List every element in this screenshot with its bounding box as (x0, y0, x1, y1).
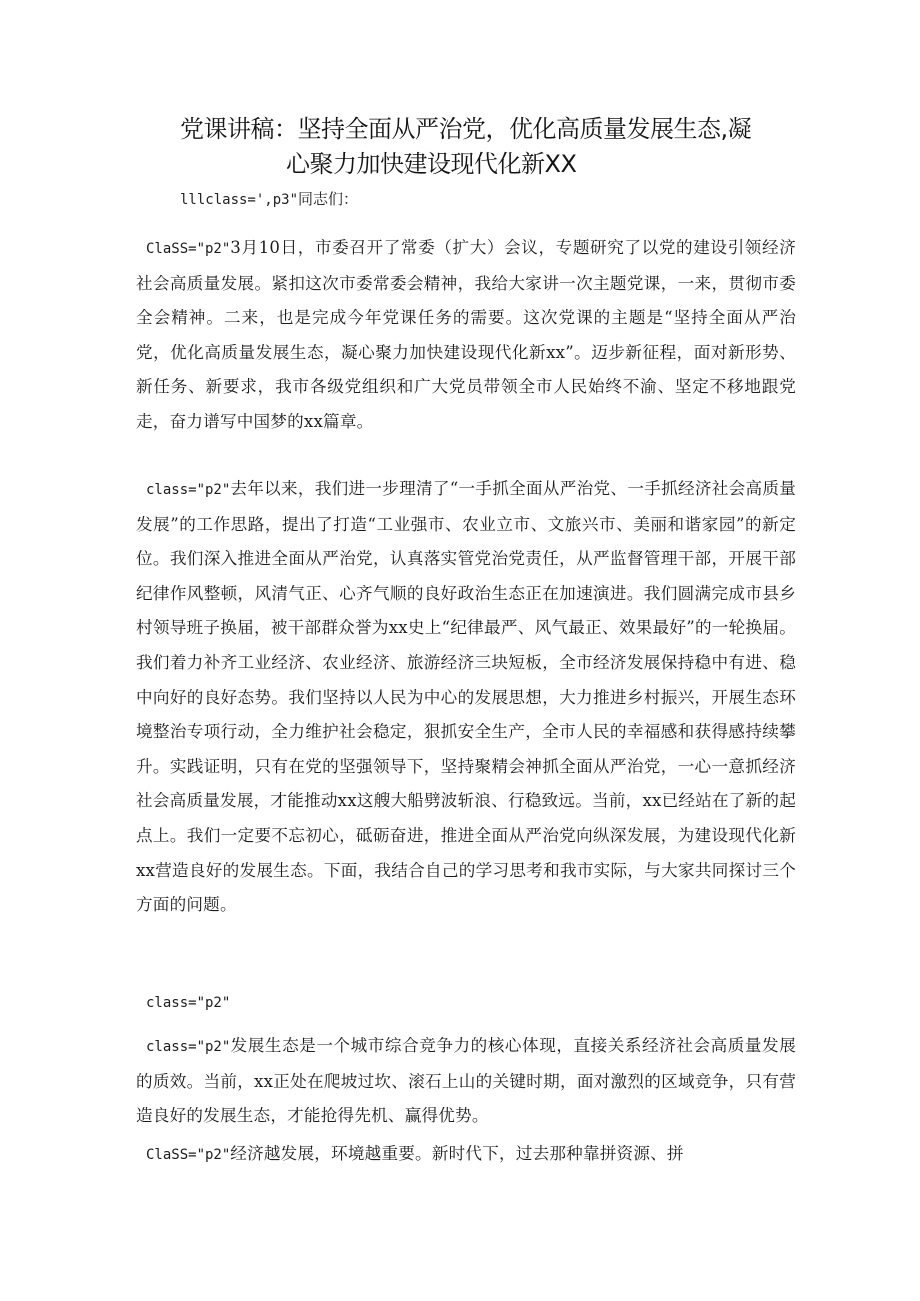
paragraph-3 (136, 985, 796, 1021)
paragraph-1-text: 3月10日，市委召开了常委（扩大）会议，专题研究了以党的建设引领经济社会高质量发展。紧扣这次市委常委会精神，我给大家讲一次主题党课，一来，贯彻市委全会精神。二来，也是完成今年党课任务的需要。这次党课的主题是“坚持全面从严治党，优化高质量发展生态，凝心聚力加快建设现代化新xx”。迈步新征程，面对新形势、新任务、新要求，我市各级党组织和广大党员带领全市人民始终不渝、坚定不移地跟党走，奋力谱写中国梦的xx篇章。 (136, 238, 796, 431)
paragraph-3-markup: class="p2" (146, 995, 231, 1011)
paragraph-4 (136, 1029, 796, 1134)
document-title (180, 112, 800, 182)
paragraph-5-text: 经济越发展，环境越重要。新时代下，过去那种靠拼资源、拼 (230, 1144, 684, 1163)
greeting-text: 同志们： (298, 190, 359, 208)
paragraph-5 (136, 1137, 796, 1173)
paragraph-5-markup: ClaSS="p2" (146, 1147, 231, 1163)
paragraph-4-markup: class="p2" (146, 1039, 231, 1055)
paragraph-1 (136, 231, 796, 440)
paragraph-2-markup: class="p2" (146, 482, 231, 498)
paragraph-1-markup: ClaSS="p2" (146, 241, 231, 257)
greeting (180, 188, 358, 211)
title-line-2: 心聚力加快建设现代化新XX (286, 150, 577, 178)
paragraph-2-text: 去年以来，我们进一步理清了“一手抓全面从严治党、一手抓经济社会高质量发展”的工作思路，提出了打造“工业强市、农业立市、文旅兴市、美丽和谐家园”的新定位。我们深入推进全面从严治党，认真落实管党治党责任，从严监督管理干部，开展干部纪律作风整顿，风清气正、心齐气顺的良好政治生态正在加速演进。我们圆满完成市县乡村领导班子换届，被干部群众誉为xx史上“纪律最严、风气最正、效果最好”的一轮换届。我们着力补齐工业经济、农业经济、旅游经济三块短板，全市经济发展保持稳中有进、稳中向好的良好态势。我们坚持以人民为中心的发展思想，大力推进乡村振兴，开展生态环境整治专项行动，全力维护社会稳定，狠抓安全生产，全市人民的幸福感和获得感持续攀升。实践证明，只有在党的坚强领导下，坚持聚精会神抓全面从严治党，一心一意抓经济社会高质量发展，才能推动xx这艘大船劈波斩浪、行稳致远。当前，xx已经站在了新的起点上。我们一定要不忘初心，砥砺奋进，推进全面从严治党向纵深发展，为建设现代化新xx营造良好的发展生态。下面，我结合自己的学习思考和我市实际，与大家共同探讨三个方面的问题。 (136, 479, 796, 915)
greeting-markup-text: lllclass='‚p3" (180, 192, 299, 208)
paragraph-2 (136, 472, 796, 923)
title-line-1: 党课讲稿：坚持全面从严治党，优化高质量发展生态,凝 (180, 115, 752, 143)
paragraph-4-text: 发展生态是一个城市综合竞争力的核心体现，直接关系经济社会高质量发展的质效。当前，xx正处在爬坡过坎、滚石上山的关键时期，面对激烈的区域竞争，只有营造良好的发展生态，才能抢得先机、赢得优势。 (136, 1036, 796, 1126)
